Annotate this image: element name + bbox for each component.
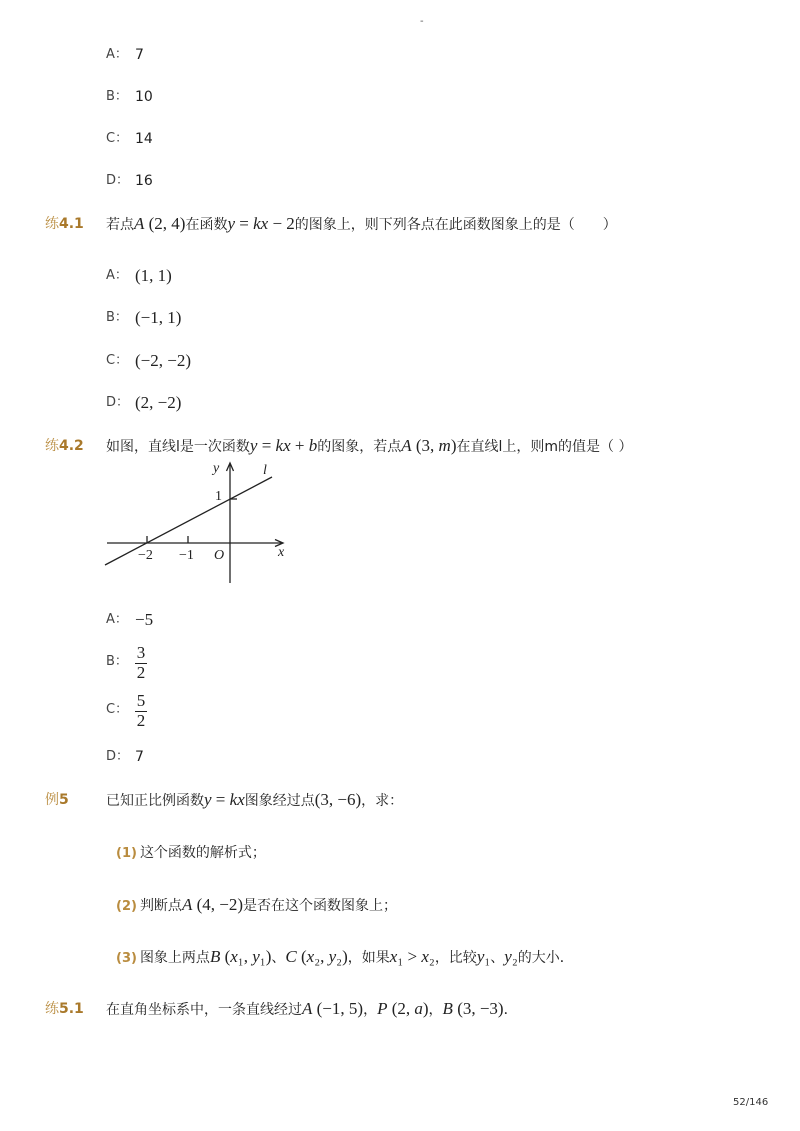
math-symbols: (4, −2) [192, 895, 243, 914]
sub-question-body [116, 841, 266, 866]
origin-label: O [214, 548, 225, 563]
math-variable: k [229, 790, 238, 809]
tag-number: 5 [59, 792, 69, 808]
text-run: 如图，直线l是一次函数 [106, 439, 250, 455]
math-symbols: ₂ [511, 947, 518, 966]
option-c[interactable] [100, 692, 320, 732]
math-symbols: (−2, −2) [135, 351, 191, 370]
math-symbols: −5 [135, 610, 154, 629]
header-mark: - [420, 16, 424, 27]
y-tick-label: 1 [215, 489, 222, 504]
line-graph-figure [100, 455, 300, 590]
math-variable: x [237, 790, 245, 809]
option-label: C： [106, 131, 129, 146]
option-value: 10 [135, 89, 153, 105]
sub-question-1 [0, 841, 800, 865]
math-symbols: ₂ [428, 947, 435, 966]
math-symbols: ) [450, 436, 457, 455]
option-label: B： [106, 654, 128, 669]
sub-question-body [116, 945, 574, 971]
option-label: A： [106, 47, 128, 62]
math-symbols: (2, 4) [144, 214, 186, 233]
math-variable: x [306, 947, 315, 966]
exercise-4-1 [0, 212, 800, 236]
math-variable: A [181, 895, 193, 914]
math-expression [210, 947, 271, 966]
option-label: A： [106, 612, 128, 627]
math-symbols: ₁) [259, 947, 272, 966]
text-run: 图象上两点 [139, 950, 210, 966]
option-d[interactable] [100, 169, 320, 193]
exercise-tag [45, 212, 84, 236]
text-run: 的图象上，则下列各点在此函数图象上的是（ ） [294, 217, 617, 233]
option-b[interactable] [100, 306, 320, 330]
text-run: 若点 [106, 217, 134, 233]
option-a[interactable] [100, 608, 320, 632]
text-run: 在直线l上，则m的值是（ ） [456, 439, 633, 455]
math-expression [182, 895, 243, 914]
text-run: 判断点 [139, 898, 182, 914]
math-variable: x [230, 947, 238, 966]
fraction-numerator: 3 [136, 643, 146, 662]
math-expression [302, 999, 363, 1018]
option-value: 14 [135, 131, 153, 147]
text-run: 的大小． [517, 950, 574, 966]
math-symbols: − 2 [268, 214, 295, 233]
math-expression [401, 436, 456, 455]
y-axis-label: y [213, 461, 220, 476]
option-label: C： [106, 702, 129, 717]
option-c[interactable] [100, 127, 320, 151]
math-variable: y [204, 790, 212, 809]
math-variable: P [377, 999, 388, 1018]
text-run: ，求： [361, 793, 404, 809]
page-number: 52/146 [733, 1097, 769, 1108]
math-variable: k [253, 214, 261, 233]
sub-question-3 [0, 945, 800, 969]
option-a[interactable] [100, 264, 320, 288]
fraction-denominator: 2 [136, 711, 146, 730]
math-variable: A [134, 214, 145, 233]
fraction-numerator: 5 [136, 691, 146, 710]
math-symbols: ₁ > [397, 947, 422, 966]
sub-question-number: (1) [116, 846, 137, 861]
option-label: B： [106, 89, 128, 104]
option-label: D： [106, 395, 130, 410]
tag-number: 4.1 [59, 216, 84, 232]
example-tag [45, 788, 69, 812]
math-variable: A [401, 436, 412, 455]
math-symbols: = [235, 214, 254, 233]
option-d[interactable] [100, 391, 320, 415]
math-expression [390, 947, 435, 966]
sub-question-2 [0, 893, 800, 917]
math-symbols: ₁ [484, 947, 491, 966]
x-axis-label: x [278, 545, 285, 560]
math-variable: a [414, 999, 423, 1018]
math-symbols: (3, −6) [314, 790, 362, 809]
line-label: l [263, 463, 267, 478]
math-symbols: (3, [411, 436, 439, 455]
text-run: 在函数 [185, 217, 228, 233]
example-5 [0, 788, 800, 812]
text-run: ，比较 [434, 950, 477, 966]
tag-char: 练 [45, 438, 59, 454]
option-label: D： [106, 173, 130, 188]
math-variable: y [227, 214, 236, 233]
exercise-5-1 [0, 997, 800, 1021]
math-variable: y [252, 947, 260, 966]
x-tick-label: −2 [138, 548, 153, 563]
tag-number: 5.1 [59, 1001, 84, 1017]
math-expression [443, 999, 504, 1018]
math-expression [477, 947, 490, 966]
text-run: ， [428, 1002, 443, 1018]
question-stem [106, 997, 518, 1022]
option-value [135, 608, 153, 632]
text-run: ． [503, 1002, 518, 1018]
math-symbols: (2, −2) [135, 393, 182, 412]
tag-char: 例 [45, 792, 59, 808]
question-stem [106, 212, 617, 237]
math-variable: B [442, 999, 453, 1018]
tag-char: 练 [45, 1001, 59, 1017]
option-value: 7 [135, 47, 144, 63]
exercise-tag [45, 997, 84, 1021]
math-expression [250, 436, 317, 455]
option-d[interactable] [100, 745, 320, 769]
option-label: B： [106, 310, 128, 325]
math-symbols: = [211, 790, 230, 809]
math-variable: m [438, 436, 451, 455]
text-run: 、 [271, 950, 286, 966]
option-label: A： [106, 268, 128, 283]
math-variable: A [302, 999, 313, 1018]
sub-question-number: (3) [116, 951, 137, 966]
fraction [135, 645, 147, 681]
math-expression [227, 214, 294, 233]
text-run: ，如果 [347, 950, 390, 966]
text-run: 是否在这个函数图象上； [243, 898, 397, 914]
math-variable: y [328, 947, 337, 966]
option-value [135, 264, 172, 288]
sub-question-body [116, 893, 397, 919]
option-label: D： [106, 749, 130, 764]
fraction [135, 693, 147, 729]
math-variable: B [209, 947, 221, 966]
math-symbols: + [290, 436, 309, 455]
math-symbols: ) [422, 999, 429, 1018]
option-b[interactable] [100, 85, 320, 109]
math-symbols: ( [220, 947, 231, 966]
x-tick-label: −1 [179, 548, 194, 563]
math-symbols: (1, 1) [135, 266, 172, 285]
option-value [135, 349, 191, 373]
math-variable: x [283, 436, 291, 455]
sub-question-number: (2) [116, 899, 137, 914]
math-symbols: ( [296, 947, 307, 966]
math-symbols: ₁, [237, 947, 253, 966]
text-run: 已知正比例函数 [106, 793, 204, 809]
text-run: 的图象，若点 [317, 439, 402, 455]
math-symbols: (3, −3) [452, 999, 504, 1018]
text-run: 、 [490, 950, 505, 966]
math-symbols: (−1, 1) [135, 308, 182, 327]
math-expression [315, 790, 361, 809]
text-run: 这个函数的解析式； [139, 845, 266, 861]
sub-question-text [139, 895, 397, 914]
exercise-tag [45, 434, 84, 458]
option-c[interactable] [100, 349, 320, 373]
math-expression [285, 947, 347, 966]
math-variable: k [275, 436, 284, 455]
option-value [135, 306, 181, 330]
question-stem [106, 788, 403, 813]
option-b[interactable] [100, 644, 320, 684]
math-expression [204, 790, 245, 809]
text-run: 图象经过点 [244, 793, 315, 809]
sub-question-text [139, 947, 574, 966]
math-variable: y [504, 947, 512, 966]
math-variable: b [308, 436, 318, 455]
math-expression [134, 214, 185, 233]
math-variable: x [260, 214, 269, 233]
tag-number: 4.2 [59, 438, 84, 454]
math-symbols: ₂) [336, 947, 348, 966]
math-variable: x [389, 947, 398, 966]
math-symbols: ₂, [314, 947, 329, 966]
option-a[interactable] [100, 43, 320, 67]
math-variable: C [285, 947, 297, 966]
sub-question-text [140, 845, 266, 861]
option-value: 7 [135, 749, 144, 765]
math-expression [504, 947, 517, 966]
math-symbols: = [257, 436, 276, 455]
text-run: ， [363, 1002, 378, 1018]
option-value: 16 [135, 173, 153, 189]
option-value [135, 391, 181, 415]
math-symbols: (−1, 5) [312, 999, 364, 1018]
tag-char: 练 [45, 216, 59, 232]
math-variable: y [476, 947, 485, 966]
math-symbols: (2, [387, 999, 415, 1018]
text-run: 在直角坐标系中，一条直线经过 [106, 1002, 302, 1018]
fraction-denominator: 2 [136, 663, 146, 682]
math-variable: y [249, 436, 258, 455]
option-label: C： [106, 353, 129, 368]
math-expression [377, 999, 428, 1018]
math-variable: x [421, 947, 429, 966]
